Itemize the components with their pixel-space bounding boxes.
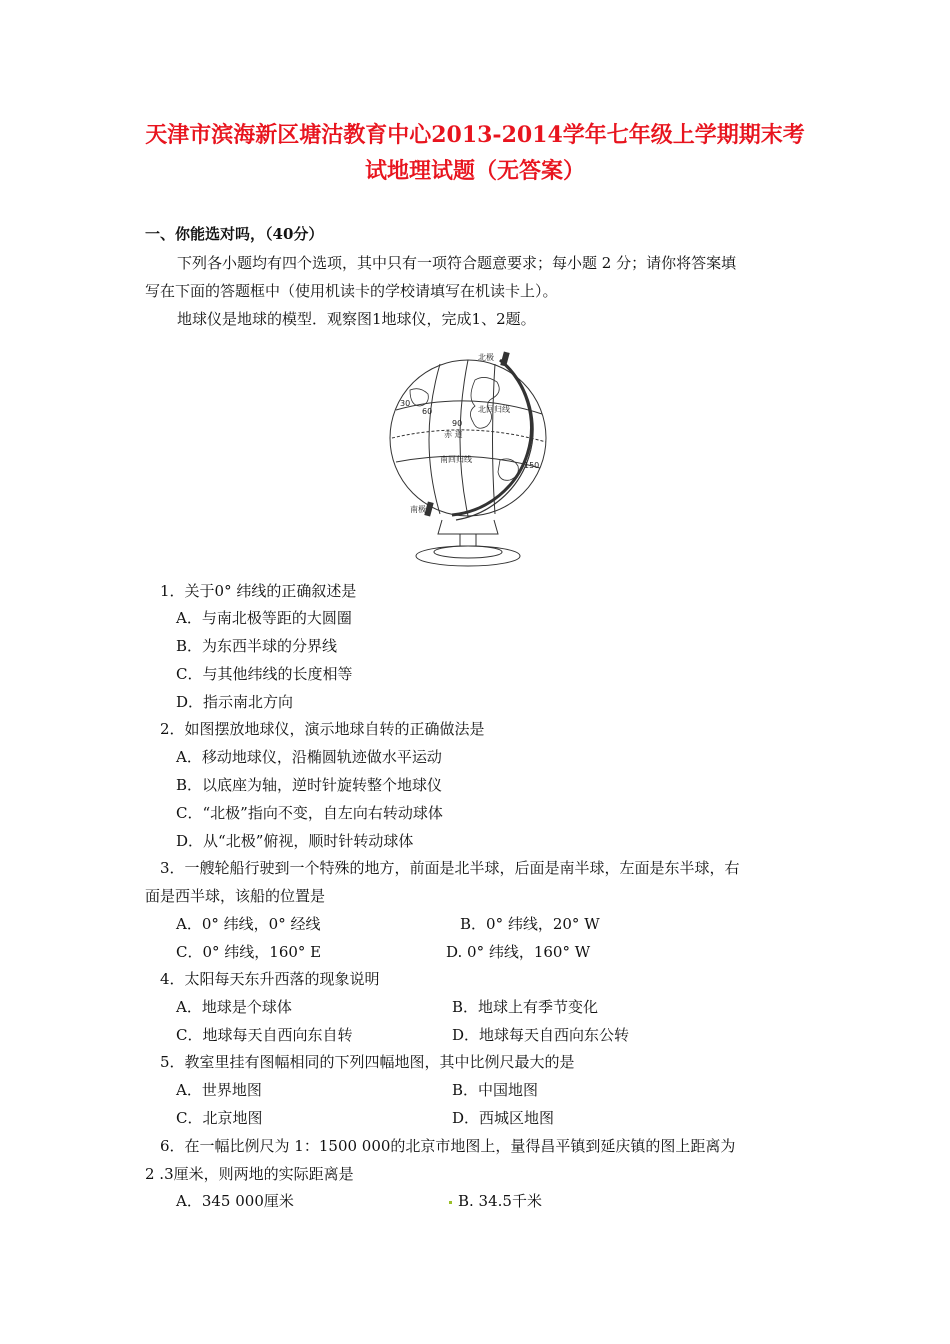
question-6-option-b: B. 34.5千米 [458, 1192, 542, 1210]
figure-intro: 地球仪是地球的模型．观察图1地球仪，完成1、2题。 [177, 310, 536, 328]
question-2-stem: 2．如图摆放地球仪，演示地球自转的正确做法是 [160, 720, 485, 738]
question-6-stem-line2: 2 .3厘米，则两地的实际距离是 [145, 1165, 354, 1183]
question-3-stem-line1: 3．一艘轮船行驶到一个特殊的地方，前面是北半球，后面是南半球，左面是东半球，右 [160, 859, 740, 877]
stray-mark [449, 1201, 452, 1204]
question-3-stem-line2: 面是西半球，该船的位置是 [145, 887, 326, 905]
question-1-option-b: B．为东西半球的分界线 [176, 637, 338, 655]
instruction-line-1: 下列各小题均有四个选项，其中只有一项符合题意要求；每小题 2 分；请你将答案填 [177, 254, 737, 272]
question-3-option-d: D. 0° 纬线，160° W [446, 943, 591, 961]
question-5-option-a: A．世界地图 [176, 1081, 262, 1099]
question-1-option-d: D．指示南北方向 [176, 693, 294, 711]
document-title-line1: 天津市滨海新区塘沽教育中心2013-2014学年七年级上学期期末考 [145, 122, 805, 148]
question-4-option-d: D．地球每天自西向东公转 [452, 1026, 630, 1044]
question-1-option-c: C．与其他纬线的长度相等 [176, 665, 353, 683]
label-tropic-north: 北回归线 [478, 405, 510, 414]
question-1-stem: 1．关于0° 纬线的正确叙述是 [160, 582, 357, 600]
label-lon-150: 150 [524, 461, 540, 470]
question-1-option-a: A．与南北极等距的大圆圈 [176, 609, 352, 627]
globe-figure [380, 350, 560, 572]
instruction-line-2: 写在下面的答题框中（使用机读卡的学校请填写在机读卡上）。 [145, 282, 558, 300]
label-north-pole: 北极 [478, 353, 494, 362]
label-lon-30: 30 [400, 399, 411, 408]
question-5-option-c: C．北京地图 [176, 1109, 263, 1127]
question-3-option-c: C．0° 纬线，160° E [176, 943, 322, 961]
question-2-option-d: D．从“北极”俯视，顺时针转动球体 [176, 832, 414, 850]
label-south-pole: 南极 [410, 505, 426, 514]
question-2-option-c: C．“北极”指向不变，自左向右转动球体 [176, 804, 443, 822]
question-4-option-a: A．地球是个球体 [176, 998, 292, 1016]
label-tropic-south: 南回归线 [440, 455, 472, 464]
question-4-option-c: C．地球每天自西向东自转 [176, 1026, 353, 1044]
question-3-option-b: B．0° 纬线，20° W [460, 915, 600, 933]
label-lon-60: 60 [422, 407, 433, 416]
question-2-option-a: A．移动地球仪，沿椭圆轨迹做水平运动 [176, 748, 442, 766]
question-4-stem: 4．太阳每天东升西落的现象说明 [160, 970, 380, 988]
question-2-option-b: B．以底座为轴，逆时针旋转整个地球仪 [176, 776, 443, 794]
label-lon-90: 90 [452, 419, 463, 428]
question-6-option-a: A．345 000厘米 [176, 1192, 294, 1210]
section-heading: 一、你能选对吗，（40分） [145, 225, 324, 243]
question-5-option-b: B．中国地图 [452, 1081, 539, 1099]
question-5-option-d: D．西城区地图 [452, 1109, 555, 1127]
question-3-option-a: A．0° 纬线，0° 经线 [176, 915, 321, 933]
document-title-line2: 试地理试题（无答案） [364, 158, 585, 184]
question-6-stem-line1: 6．在一幅比例尺为 1：1500 000的北京市地图上，量得昌平镇到延庆镇的图上距离为 [160, 1137, 736, 1155]
question-5-stem: 5．教室里挂有图幅相同的下列四幅地图，其中比例尺最大的是 [160, 1053, 575, 1071]
label-equator: 赤 道 [444, 430, 463, 439]
question-4-option-b: B．地球上有季节变化 [452, 998, 599, 1016]
